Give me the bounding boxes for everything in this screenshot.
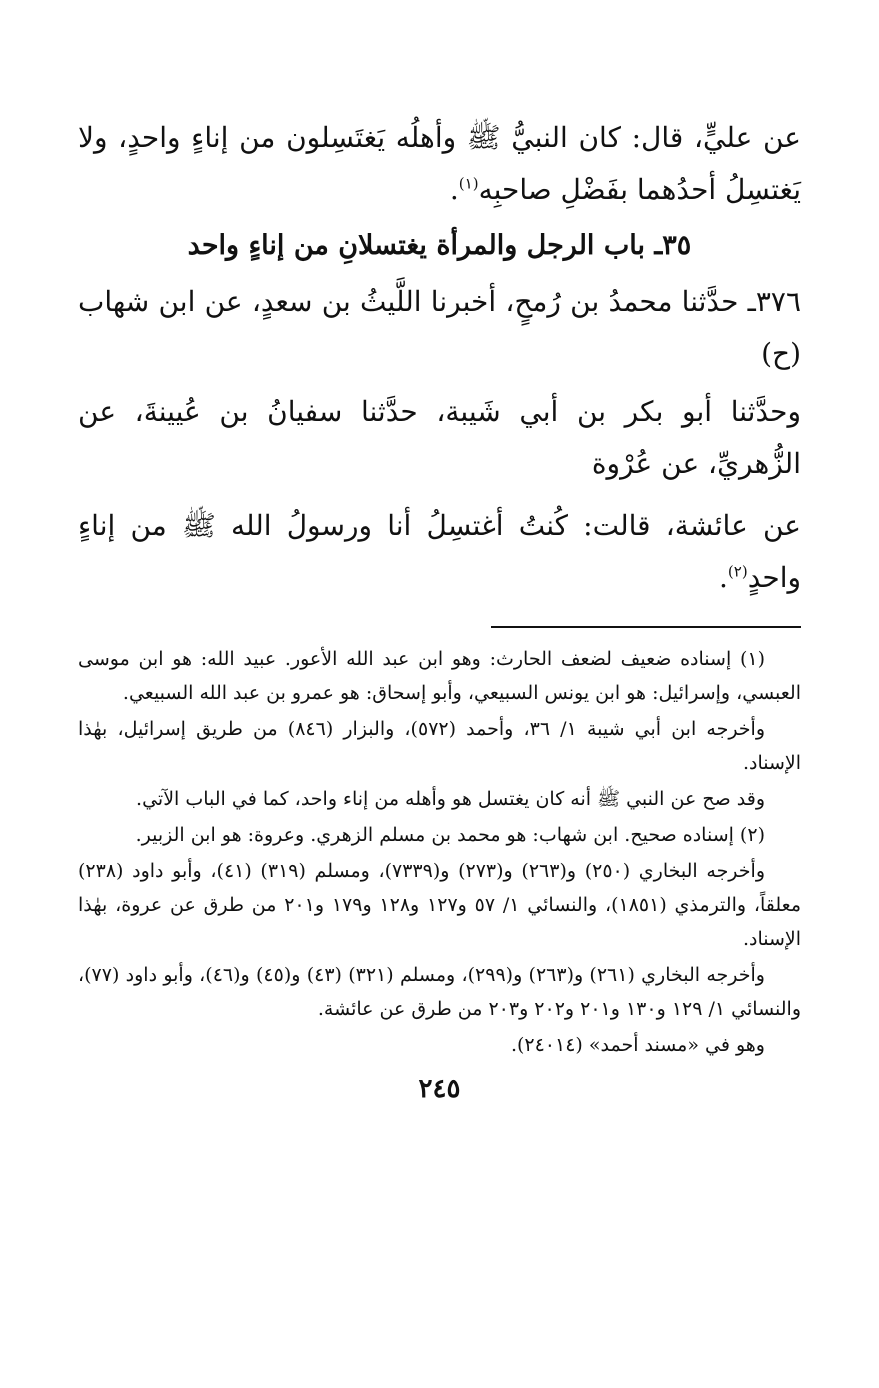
main-text xyxy=(78,112,801,604)
footnote-ref-2[interactable]: (٢) xyxy=(727,562,748,581)
footnote-1-sources: وأخرجه ابن أبي شيبة ١/ ٣٦، وأحمد (٥٧٢)، والبزار (٨٤٦) من طريق إسرائيل، بهٰذا الإسناد. xyxy=(78,718,801,774)
footnote-2-sources-1: وأخرجه البخاري (٢٥٠) و(٢٦٣) و(٢٧٣) و(٧٣٣٩)، ومسلم (٣١٩) (٤١)، وأبو داود (٢٣٨) معلقاً، والترمذي (١٨٥١)، والنسائي ١/ ٥٧ و١٢٧ و١٢٨ و١٧٩ و٢٠١ من طرق عن عروة، بهٰذا الإسناد. xyxy=(78,860,801,950)
footnote-2-reference: وهو في «مسند أحمد» (٢٤٠١٤). xyxy=(510,1034,765,1056)
footnote-1-text: (١) إسناده ضعيف لضعف الحارث: وهو ابن عبد الله الأعور. عبيد الله: هو ابن موسى العبسي، وإسرائيل: هو ابن يونس السبيعي، وأبو إسحاق: هو عمرو بن عبد الله السبيعي. xyxy=(78,648,801,704)
hadith-paragraph-1: عن عليٍّ، قال: كان النبيُّ ﷺ وأهلُه يَغتَسِلون من إناءٍ واحدٍ، ولا يَغتسِلُ أحدُهما بفَضْلِ صاحبِه$^{(١)}$. xyxy=(78,121,801,206)
isnad-line-2: وحدَّثنا أبو بكر بن أبي شَيبة، حدَّثنا سفيانُ بن عُيينةَ، عن الزُّهريِّ، عن عُرْوة xyxy=(78,395,801,480)
footnotes xyxy=(78,642,801,1062)
footnote-divider xyxy=(491,626,801,628)
page-number: ٢٤٥ xyxy=(418,1074,461,1104)
footnote-2-sources-2: وأخرجه البخاري (٢٦١) و(٢٦٣) و(٢٩٩)، ومسلم (٣٢١) (٤٣) و(٤٥) و(٤٦)، وأبو داود (٧٧)، والنسائي ١/ ١٢٩ و١٣٠ و٢٠١ و٢٠٢ و٢٠٣ من طرق عن عائشة. xyxy=(78,964,801,1020)
chapter-heading: ٣٥ـ باب الرجل والمرأة يغتسلانِ من إناءٍ واحد xyxy=(187,230,692,261)
hadith-paragraph-2: عن عائشة، قالت: كُنتُ أغتسِلُ أنا ورسولُ الله ﷺ من إناءٍ واحدٍ$^{(٢)}$. xyxy=(78,509,801,594)
footnote-ref-1[interactable]: (١) xyxy=(458,174,479,193)
footnote-2-text: (٢) إسناده صحيح. ابن شهاب: هو محمد بن مسلم الزهري. وعروة: هو ابن الزبير. xyxy=(135,824,765,846)
footnote-1-remark: وقد صح عن النبي ﷺ أنه كان يغتسل هو وأهله من إناء واحد، كما في الباب الآتي. xyxy=(136,788,765,810)
isnad-line-1: ٣٧٦ـ حدَّثنا محمدُ بن رُمحٍ، أخبرنا اللَّيثُ بن سعدٍ، عن ابن شهاب (ح) xyxy=(78,285,801,370)
